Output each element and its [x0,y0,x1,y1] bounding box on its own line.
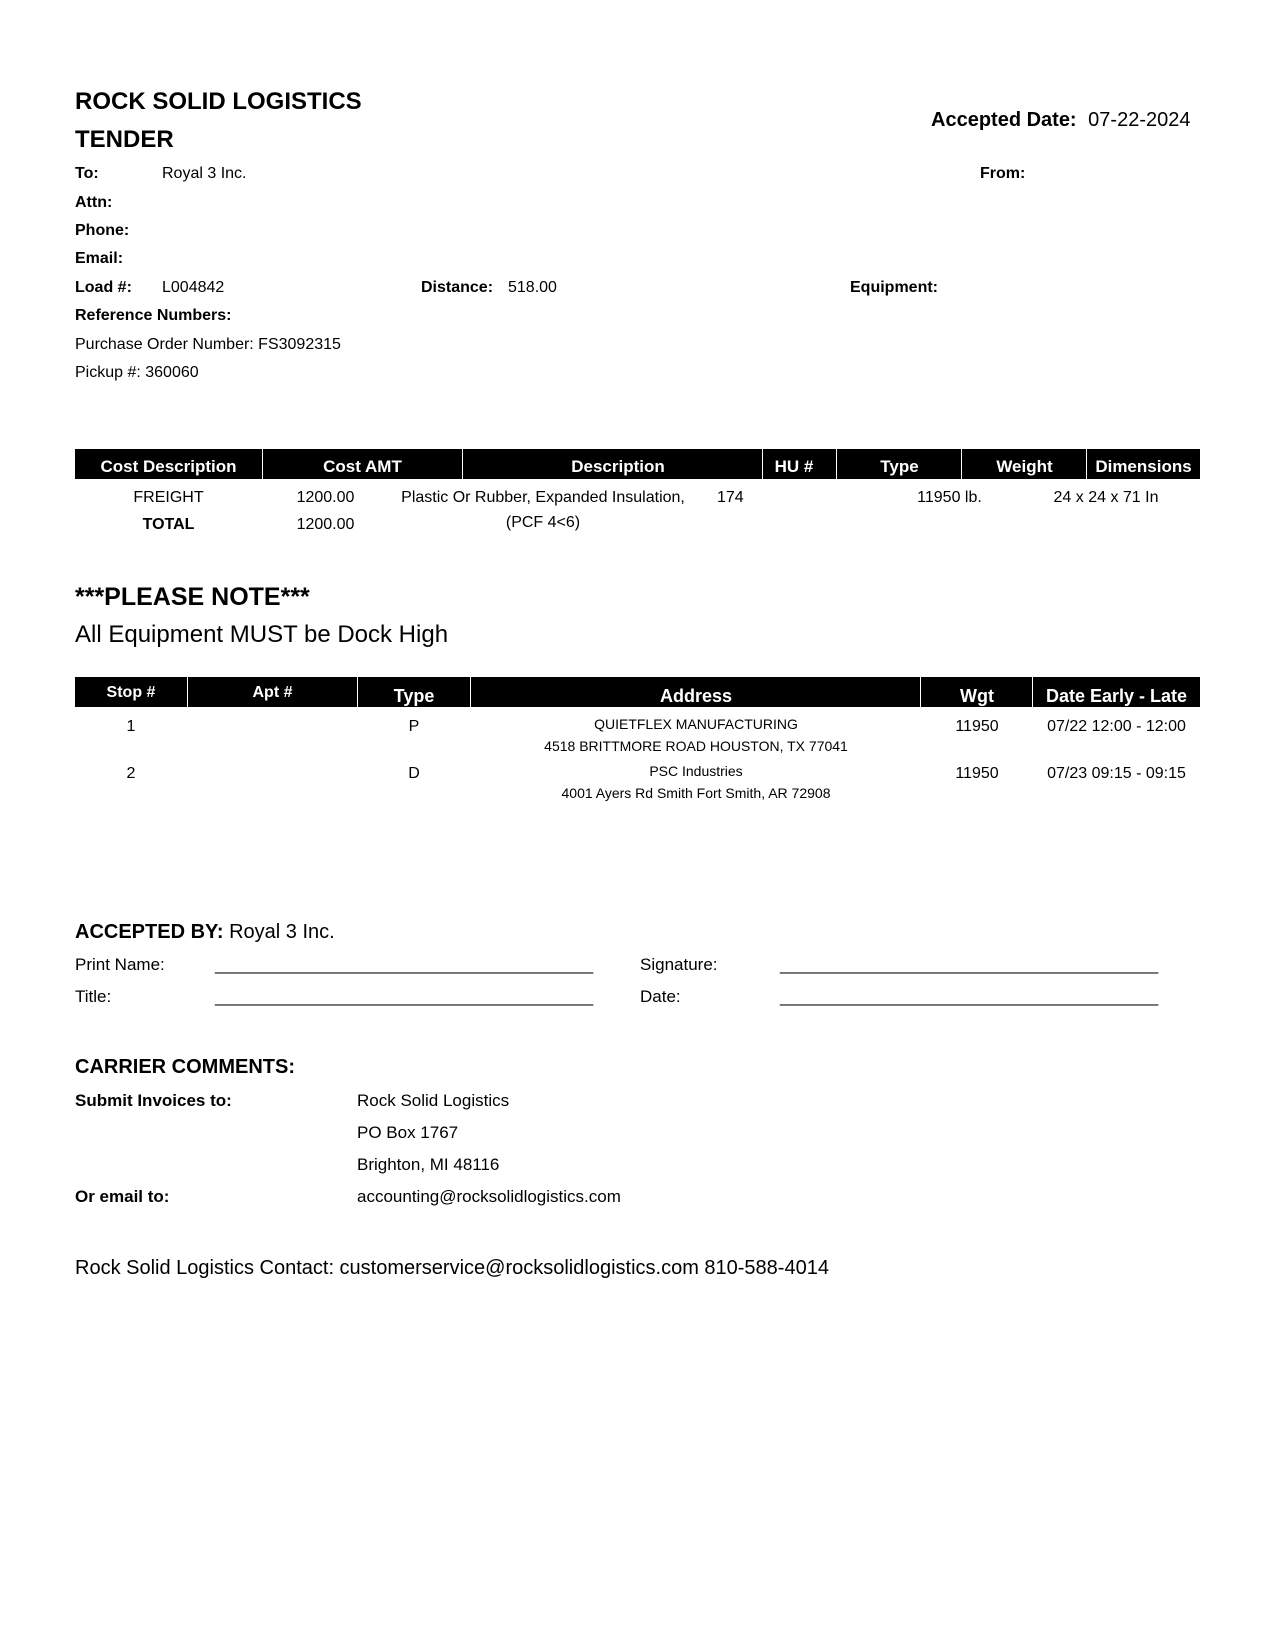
col-address: Address [659,686,733,706]
stop-1-address: 4518 BRITTMORE ROAD HOUSTON, TX 77041 [544,738,848,754]
print-name-label: Print Name: [75,955,165,974]
company-name: ROCK SOLID LOGISTICS [75,88,362,115]
from-label: From: [980,165,1026,182]
invoice-email-link[interactable]: accounting@rocksolidlogistics.com [357,1187,621,1206]
cost-row-freight-amt: 1200.00 [296,489,355,506]
title-line[interactable]: ________________________________________ [215,987,594,1006]
stop-1-number: 1 [126,718,136,735]
col-apt: Apt # [252,684,293,701]
load-label: Load #: [75,279,132,296]
date-line[interactable]: ________________________________________ [780,987,1159,1006]
submit-invoices-label: Submit Invoices to: [75,1091,232,1110]
col-date-early-late: Date Early - Late [1045,686,1188,706]
col-description: Description [571,457,665,476]
please-note-text: All Equipment MUST be Dock High [75,621,449,648]
stop-1-name: QUIETFLEX MANUFACTURING [594,716,798,732]
stop-2-wgt: 11950 [955,765,999,782]
or-email-label: Or email to: [75,1187,170,1206]
stop-2-type: D [408,765,420,782]
attn-label: Attn: [75,194,113,211]
purchase-order-number: Purchase Order Number: FS3092315 [75,336,341,353]
stop-2-date: 07/23 09:15 - 09:15 [1047,765,1186,782]
cost-row-total-amt: 1200.00 [296,516,355,533]
item-weight: 11950 lb. [917,489,982,506]
phone-label: Phone: [75,222,130,239]
col-stop: Stop # [106,684,156,701]
accepted-by-value: Royal 3 Inc. [229,921,335,943]
invoice-address-line2: PO Box 1767 [357,1123,459,1142]
col-type: Type [880,457,919,476]
pickup-number: Pickup #: 360060 [75,364,199,381]
cost-table-header [75,449,1200,479]
distance-value: 518.00 [508,279,557,296]
title-label: Title: [75,987,112,1006]
carrier-comments-heading: CARRIER COMMENTS: [75,1056,295,1078]
col-dimensions: Dimensions [1095,457,1192,476]
date-label: Date: [640,987,681,1006]
cost-row-total-desc: TOTAL [142,516,195,533]
please-note-heading: ***PLEASE NOTE*** [75,583,310,611]
col-hu: HU # [774,457,814,476]
item-dimensions: 24 x 24 x 71 In [1053,489,1159,506]
accepted-date-label: Accepted Date: [931,109,1077,131]
col-weight: Weight [996,457,1053,476]
stop-1-type: P [408,718,420,735]
to-label: To: [75,165,99,182]
stop-2-number: 2 [126,765,136,782]
email-label: Email: [75,250,124,267]
accepted-by [75,921,335,944]
accepted-by-label: ACCEPTED BY: [75,921,224,943]
document-type: TENDER [75,126,174,153]
print-name-line[interactable]: ________________________________________ [215,955,594,974]
item-hu: 174 [717,489,744,506]
cost-row-freight-desc: FREIGHT [133,489,204,506]
col-wgt: Wgt [960,686,994,706]
contact-footer: Rock Solid Logistics Contact: customerservice@rocksolidlogistics.com 810-588-4014 [75,1257,829,1279]
to-value: Royal 3 Inc. [162,165,247,182]
reference-numbers-label: Reference Numbers: [75,307,232,324]
stops-table-header [75,677,1200,707]
distance-label: Distance: [421,279,494,296]
stop-1-wgt: 11950 [955,718,999,735]
col-cost-amt: Cost AMT [323,457,402,476]
stop-2-name: PSC Industries [649,763,743,779]
invoice-address-line3: Brighton, MI 48116 [357,1155,500,1174]
col-cost-description: Cost Description [100,457,237,476]
stop-1-date: 07/22 12:00 - 12:00 [1047,718,1186,735]
accepted-date [931,109,1190,132]
equipment-label: Equipment: [850,279,938,296]
stop-2-address: 4001 Ayers Rd Smith Fort Smith, AR 72908 [561,785,831,801]
accepted-date-value: 07-22-2024 [1088,109,1191,131]
load-value: L004842 [162,279,225,296]
item-description-line1: Plastic Or Rubber, Expanded Insulation, [401,489,685,506]
signature-line[interactable]: ________________________________________ [780,955,1159,974]
item-description-line2: (PCF 4<6) [505,514,581,531]
col-stop-type: Type [393,686,435,706]
signature-label: Signature: [640,955,718,974]
invoice-address-line1: Rock Solid Logistics [357,1091,510,1110]
